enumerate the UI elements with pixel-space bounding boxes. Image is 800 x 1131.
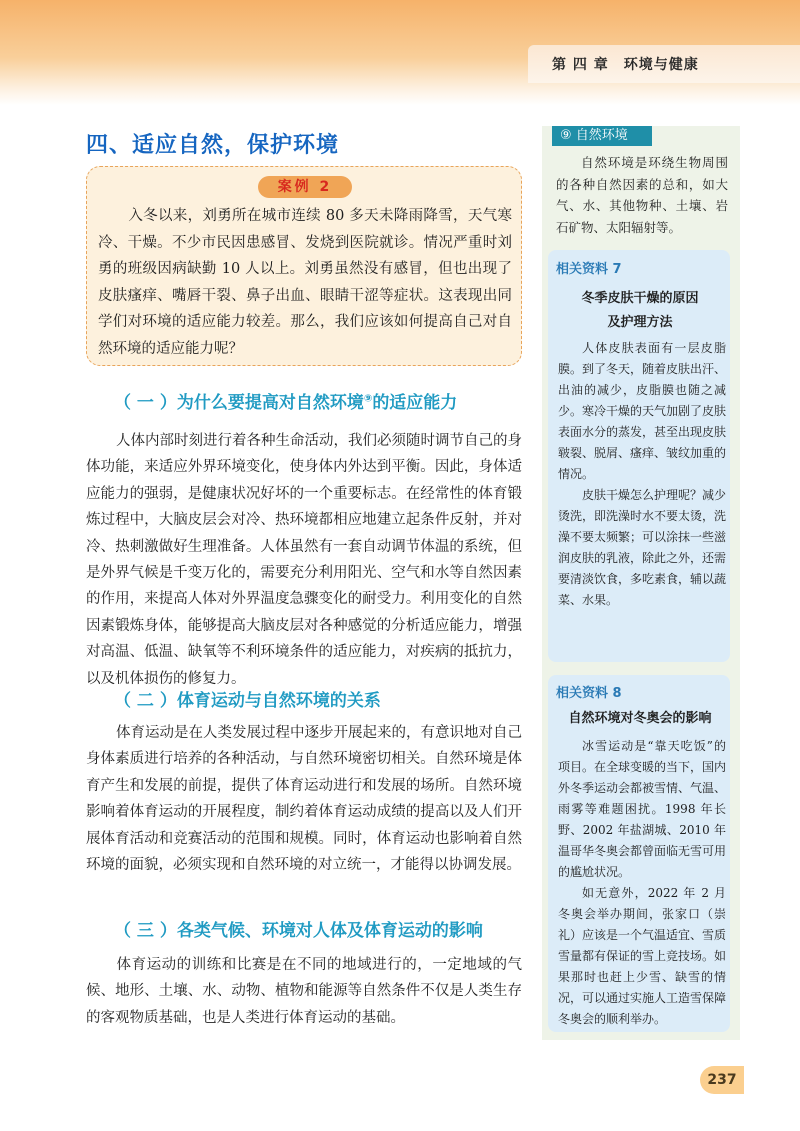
chapter-title: 第 四 章 环境与健康 xyxy=(552,57,699,73)
reference-title-7-line1: 冬季皮肤干燥的原因 xyxy=(581,291,699,306)
subsection-title-1-post: 的适应能力 xyxy=(372,393,458,413)
reference-8-paragraph-2: 如无意外，2022 年 2 月冬奥会举办期间，张家口（崇礼）应该是一个气温适宜、雪质雪量都有保证的雪上竞技场。如果那时也赶上少雪、缺雪的情况，可以通过实施人工造雪保障冬奥会的顺利举办。 xyxy=(558,886,727,1026)
reference-label-7: 相关资料 7 xyxy=(556,262,622,277)
case-text xyxy=(98,203,512,362)
subsection-body-1 xyxy=(86,428,522,692)
reference-label-8: 相关资料 8 xyxy=(556,686,622,701)
section-title: 四、适应自然，保护环境 xyxy=(86,133,340,158)
subsection-body-3 xyxy=(86,952,522,1031)
reference-8-paragraph-1: 冰雪运动是“靠天吃饭”的项目。在全球变暖的当下，国内外冬季运动会都被雪情、气温、雨雾等难题困扰。1998 年长野、2002 年盐湖城、2010 年温哥华冬奥会都曾面临无雪可用的尴尬状况。 xyxy=(558,739,727,879)
subsection-title-1-pre: （ 一 ）为什么要提高对自然环境 xyxy=(114,393,364,413)
footnote-marker: ⑨ xyxy=(363,393,373,405)
subsection-title-3: （ 三 ）各类气候、环境对人体及体育运动的影响 xyxy=(114,921,483,941)
case-badge: 案例 2 xyxy=(258,176,352,198)
page-number: 237 xyxy=(700,1066,744,1094)
reference-title-8: 自然环境对冬奥会的影响 xyxy=(568,711,712,726)
reference-text-7 xyxy=(558,338,726,611)
footnote-title: ⑨ 自然环境 xyxy=(552,126,652,146)
reference-text-8 xyxy=(558,736,726,1030)
reference-7-paragraph-2: 皮肤干燥怎么护理呢？减少烫洗，即洗澡时水不要太烫，洗澡不要太频繁；可以涂抹一些滋润皮肤的乳液，除此之外，还需要清淡饮食，多吃素食，辅以蔬菜、水果。 xyxy=(558,488,727,607)
subsection-body-2 xyxy=(86,720,522,878)
reference-title-7-line2: 及护理方法 xyxy=(607,315,673,330)
case-body: 入冬以来，刘勇所在城市连续 80 多天未降雨降雪，天气寒冷、干燥。不少市民因患感冒、发烧到医院就诊。情况严重时刘勇的班级因病缺勤 10 人以上。刘勇虽然没有感冒，但也出现了皮肤瘙痒、嘴唇干裂、鼻子出血、眼睛干涩等症状。这表现出同学们对环境的适应能力较差。那么，我们应该如何提高自己对自然环境的适应能力呢？ xyxy=(98,208,512,357)
subsection-body-2-text: 体育运动是在人类发展过程中逐步开展起来的，有意识地对自己身体素质进行培养的各种活动，与自然环境密切相关。自然环境是体育产生和发展的前提，提供了体育运动进行和发展的场所。自然环境影响着体育运动的开展程度，制约着体育运动成绩的提高以及人们开展体育活动和竞赛活动的范围和规模。同时，体育运动也影响着自然环境的面貌，必须实现和自然环境的对立统一，才能得以协调发展。 xyxy=(86,725,522,874)
subsection-body-1-text: 人体内部时刻进行着各种生命活动，我们必须随时调节自己的身体功能，来适应外界环境变化，使身体内外达到平衡。因此，身体适应能力的强弱，是健康状况好坏的一个重要标志。在经常性的体育锻炼过程中，大脑皮层会对冷、热环境都相应地建立起条件反射，并对冷、热刺激做好生理准备。人体虽然有一套自动调节体温的系统，但是外界气候是千变万化的，需要充分利用阳光、空气和水等自然因素的作用，来提高人体对外界温度急骤变化的耐受力。利用变化的自然因素锻炼身体，能够提高大脑皮层对各种感觉的分析适应能力，增强对高温、低温、缺氧等不利环境条件的适应能力，对疾病的抵抗力，以及机体损伤的修复力。 xyxy=(86,433,522,687)
footnote-text xyxy=(556,152,728,238)
subsection-title-1 xyxy=(114,388,457,413)
footnote-body: 自然环境是环绕生物周围的各种自然因素的总和，如大气、水、其他物种、土壤、岩石矿物、太阳辐射等。 xyxy=(556,155,728,235)
subsection-body-3-text: 体育运动的训练和比赛是在不同的地域进行的，一定地域的气候、地形、土壤、水、动物、植物和能源等自然条件不仅是人类生存的客观物质基础，也是人类进行体育运动的基础。 xyxy=(86,957,522,1026)
subsection-title-2: （ 二 ）体育运动与自然环境的关系 xyxy=(114,691,381,711)
reference-7-paragraph-1: 人体皮肤表面有一层皮脂膜。到了冬天，随着皮肤出汗、出油的减少，皮脂膜也随之减少。寒冷干燥的天气加剧了皮肤表面水分的蒸发，甚至出现皮肤皲裂、脱屑、瘙痒、皱纹加重的情况。 xyxy=(558,341,727,481)
